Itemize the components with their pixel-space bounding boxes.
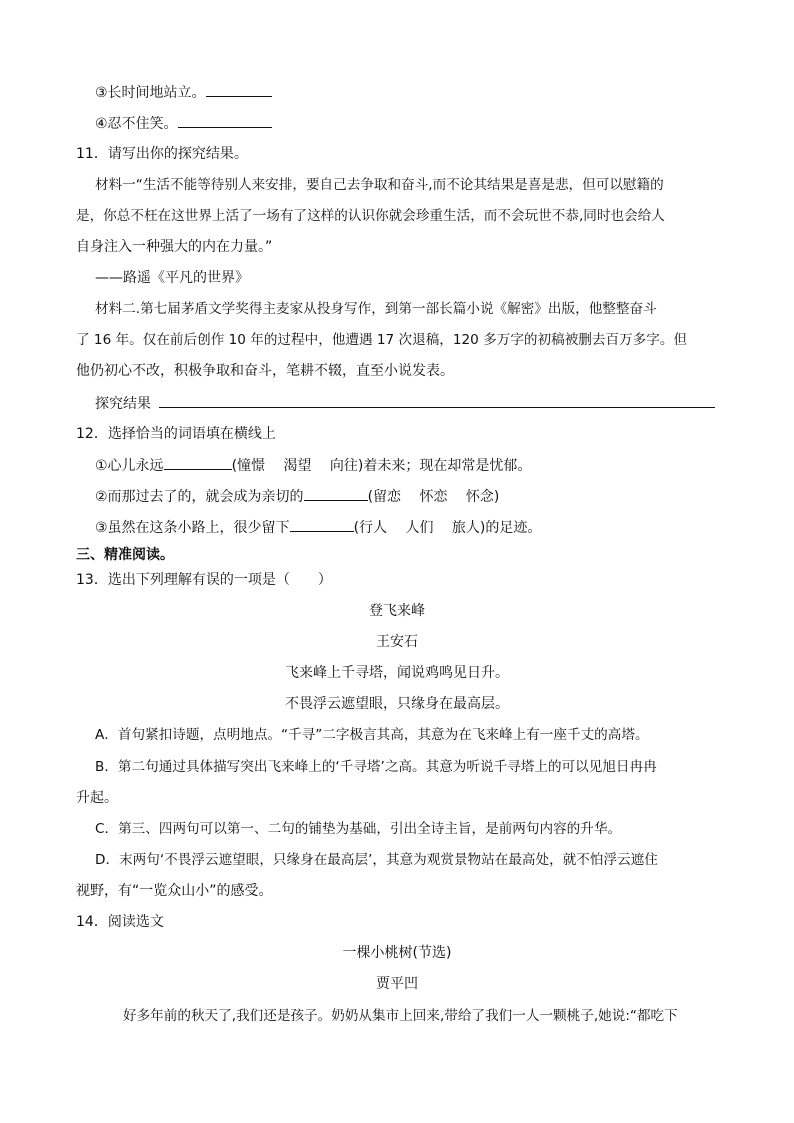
- section-heading: 三、精准阅读。: [76, 547, 174, 563]
- q11-material1-line3: 自身注入一种强大的内在力量。”: [76, 239, 273, 255]
- q12-item-2-options: (留恋 怀恋 怀念): [367, 489, 500, 505]
- passage-title: 一棵小桃树(节选): [342, 945, 452, 961]
- q11-material1-line2: 是，你总不枉在这世界上活了一场有了这样的认识你就会珍重生活，而不会玩世不恭,同时也会给人: [76, 208, 665, 224]
- q13-prompt: 13．选出下列理解有误的一项是（ ）: [76, 572, 332, 588]
- q11-material2-line2: 了 16 年。仅在前后创作 10 年的过程中，他遭遇 17 次退稿，120 多万字的初稿被删去百万多字。但: [76, 332, 688, 348]
- answer-blank[interactable]: [159, 393, 715, 408]
- poem-author: 王安石: [376, 634, 418, 650]
- q13-option-b-line1: B．第二句通过具体描写突出飞来峰上的‘千寻塔’之高。其意为听说千寻塔上的可以见旭日冉冉: [95, 759, 657, 775]
- q12-item-1-text: ①心儿永远: [95, 458, 164, 474]
- q13-option-d-line2: 视野，有“一览众山小”的感受。: [76, 883, 273, 899]
- q12-item-1: [95, 455, 531, 475]
- q13-option-b-line2: 升起。: [76, 790, 118, 806]
- q10-item-3: [95, 82, 272, 102]
- q12-item-2: [95, 486, 499, 506]
- q13-option-c: C．第三、四两句可以第一、二句的铺垫为基础，引出全诗主旨，是前两句内容的升华。: [95, 821, 622, 837]
- answer-blank[interactable]: [304, 486, 368, 501]
- q13-option-d-line1: D．末两句‘不畏浮云遮望眼，只缘身在最高层’，其意为观赏景物站在最高处，就不怕浮云遮住: [95, 852, 658, 868]
- q12-item-3: [95, 517, 541, 537]
- q10-item-4-text: ④忍不住笑。: [95, 116, 178, 132]
- q12-item-3-text: ③虽然在这条小路上，很少留下: [95, 520, 290, 536]
- q10-item-3-text: ③长时间地站立。: [95, 85, 206, 101]
- answer-blank[interactable]: [206, 82, 272, 97]
- q12-prompt: 12．选择恰当的词语填在横线上: [76, 426, 276, 442]
- q10-item-4: [95, 113, 272, 133]
- q12-item-2-text: ②而那过去了的，就会成为亲切的: [95, 489, 304, 505]
- poem-line-2: 不畏浮云遮望眼，只缘身在最高层。: [285, 696, 509, 712]
- q14-prompt: 14．阅读选文: [76, 914, 164, 930]
- answer-blank[interactable]: [164, 455, 232, 470]
- poem-line-1: 飞来峰上千寻塔，闻说鸡鸣见日升。: [285, 665, 509, 681]
- q11-material1-source: ——路遥《平凡的世界》: [95, 270, 249, 286]
- q11-answer-label: 探究结果: [95, 396, 151, 412]
- passage-author: 贾平凹: [376, 976, 418, 992]
- q12-item-3-options: (行人 人们 旅人)的足迹。: [353, 520, 542, 536]
- poem-title: 登飞来峰: [369, 603, 425, 619]
- answer-blank[interactable]: [178, 113, 272, 128]
- q11-material1-line1: 材料一“生活不能等待别人来安排，要自己去争取和奋斗,而不论其结果是喜是悲，但可以慰籍的: [95, 177, 664, 193]
- q11-material2-line3: 他仍初心不改，积极争取和奋斗，笔耕不辍，直至小说发表。: [76, 363, 454, 379]
- q11-prompt: 11．请写出你的探究结果。: [76, 146, 248, 162]
- q11-answer-row: [95, 393, 715, 413]
- passage-paragraph-1: 好多年前的秋天了,我们还是孩子。奶奶从集市上回来,带给了我们一人一颗桃子,她说:“都吃下: [123, 1008, 678, 1024]
- q11-material2-line1: 材料二.第七届茅盾文学奖得主麦家从投身写作，到第一部长篇小说《解密》出版，他整整奋斗: [95, 301, 657, 317]
- answer-blank[interactable]: [290, 517, 354, 532]
- q12-item-1-options: (憧憬 渴望 向往)着未来；现在却常是忧郁。: [231, 458, 532, 474]
- q13-option-a: A．首句紧扣诗题，点明地点。“千寻”二字极言其高，其意为在飞来峰上有一座千丈的高塔。: [95, 727, 649, 743]
